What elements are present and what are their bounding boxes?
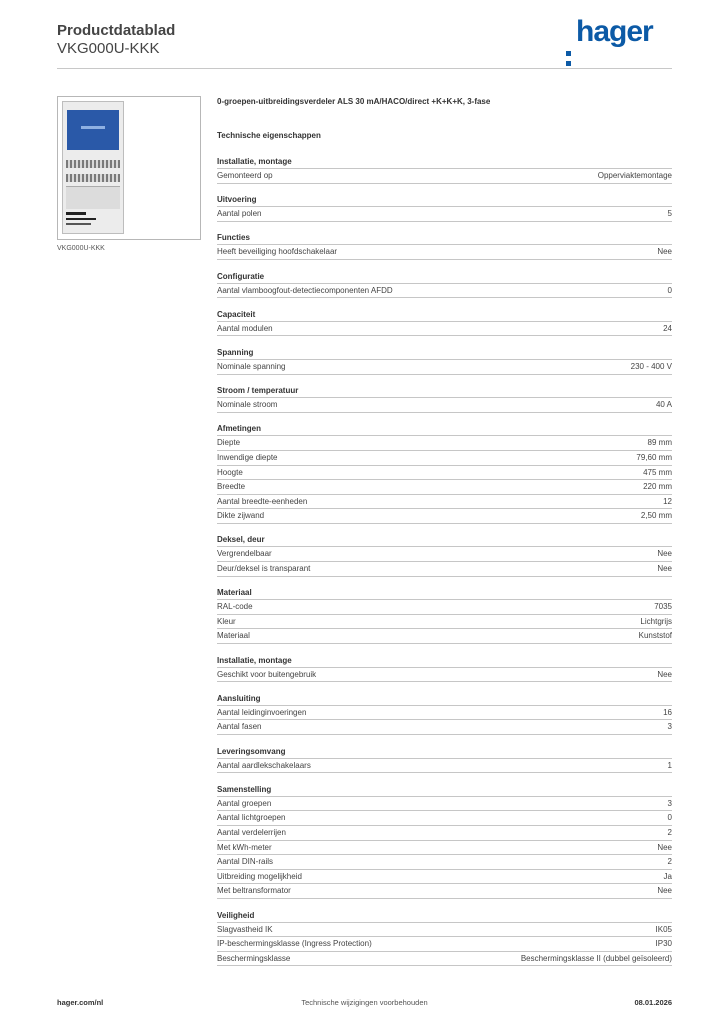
product-name: 0-groepen-uitbreidingsverdeler ALS 30 mA/HACO/direct +K+K+K, 3-fase	[217, 97, 491, 106]
spec-label: Aantal DIN-rails	[217, 857, 274, 867]
spec-value: 40 A	[655, 400, 672, 410]
spec-label: Met beltransformator	[217, 886, 291, 896]
spec-label: Heeft beveiliging hoofdschakelaar	[217, 247, 338, 257]
spec-group-title: Afmetingen	[217, 422, 672, 436]
spec-label: Nominale spanning	[217, 361, 286, 371]
product-image-caption: VKG000U-KKK	[57, 245, 105, 252]
spec-value: 2	[667, 857, 672, 867]
spec-row	[217, 923, 672, 938]
spec-group-title: Functies	[217, 231, 672, 245]
spec-group-title: Veiligheid	[217, 909, 672, 923]
spec-group-title: Materiaal	[217, 586, 672, 600]
spec-group-title: Installatie, montage	[217, 155, 672, 169]
footer-website[interactable]: hager.com/nl	[57, 998, 104, 1007]
spec-value: Beschermingsklasse II (dubbel geïsoleerd)	[520, 953, 672, 963]
spec-value: 1	[667, 760, 672, 770]
spec-row	[217, 615, 672, 630]
spec-row	[217, 284, 672, 299]
header-divider	[57, 68, 672, 69]
spec-value: Ja	[663, 871, 672, 881]
spec-value: 16	[663, 707, 672, 717]
spec-row	[217, 398, 672, 413]
spec-groups	[217, 155, 672, 966]
spec-label: Nominale stroom	[217, 400, 278, 410]
spec-value: 0	[667, 813, 672, 823]
spec-group-title: Deksel, deur	[217, 533, 672, 547]
spec-row	[217, 668, 672, 683]
spec-row	[217, 480, 672, 495]
spec-label: Breedte	[217, 482, 246, 492]
spec-value: 79,60 mm	[636, 452, 672, 462]
spec-value: 12	[663, 496, 672, 506]
spec-value: Nee	[657, 886, 672, 896]
spec-value: 24	[663, 323, 672, 333]
spec-group-title: Configuratie	[217, 270, 672, 284]
footer-date: 08.01.2026	[634, 998, 672, 1007]
spec-value: 2	[667, 827, 672, 837]
distribution-board-icon	[62, 101, 124, 234]
page-header	[57, 22, 175, 58]
spec-label: Aantal lichtgroepen	[217, 813, 286, 823]
spec-row	[217, 245, 672, 260]
spec-label: IP-beschermingsklasse (Ingress Protection)	[217, 939, 372, 949]
page-title: Productdatablad	[57, 22, 176, 39]
spec-row	[217, 855, 672, 870]
spec-row	[217, 169, 672, 184]
spec-value: Nee	[657, 669, 672, 679]
footer-disclaimer: Technische wijzigingen voorbehouden	[301, 998, 428, 1007]
spec-label: Aantal leidinginvoeringen	[217, 707, 307, 717]
spec-label: Dikte zijwand	[217, 511, 265, 521]
spec-label: Aantal groepen	[217, 798, 272, 808]
spec-value: 2,50 mm	[640, 511, 672, 521]
spec-group-title: Aansluiting	[217, 692, 672, 706]
spec-value: 3	[667, 798, 672, 808]
spec-label: Inwendige diepte	[217, 452, 278, 462]
spec-row	[217, 884, 672, 899]
spec-row	[217, 629, 672, 644]
spec-row	[217, 360, 672, 375]
spec-row	[217, 797, 672, 812]
spec-label: Aantal breedte-eenheden	[217, 496, 308, 506]
hager-logo	[566, 14, 653, 50]
spec-row	[217, 952, 672, 967]
spec-label: Vergrendelbaar	[217, 549, 272, 559]
spec-label: Aantal aardlekschakelaars	[217, 760, 311, 770]
spec-value: 220 mm	[643, 482, 672, 492]
spec-label: Gemonteerd op	[217, 171, 273, 180]
spec-label: RAL-code	[217, 602, 253, 612]
product-image	[57, 96, 201, 240]
spec-group-title: Leveringsomvang	[217, 745, 672, 759]
spec-row	[217, 811, 672, 826]
spec-label: Aantal vlamboogfout-detectiecomponenten AFDD	[217, 285, 393, 295]
spec-label: Geschikt voor buitengebruik	[217, 669, 317, 679]
spec-value: 0	[667, 285, 672, 295]
spec-value: 89 mm	[647, 438, 672, 448]
logo-text: hager	[576, 15, 653, 48]
spec-row	[217, 937, 672, 952]
spec-row	[217, 322, 672, 337]
spec-label: Materiaal	[217, 631, 250, 641]
spec-row	[217, 720, 672, 735]
spec-value: Opperviaktemontage	[597, 171, 672, 180]
spec-value: IK05	[655, 924, 672, 934]
product-code: VKG000U-KKK	[57, 40, 160, 57]
spec-value: 7035	[654, 602, 672, 612]
spec-label: Aantal modulen	[217, 323, 273, 333]
spec-row	[217, 870, 672, 885]
spec-label: Diepte	[217, 438, 241, 448]
spec-row	[217, 436, 672, 451]
spec-label: Beschermingsklasse	[217, 953, 291, 963]
spec-label: Slagvastheid IK	[217, 924, 273, 934]
spec-value: IP30	[655, 939, 672, 949]
spec-value: Lichtgrijs	[640, 616, 672, 626]
spec-label: Aantal polen	[217, 209, 262, 219]
spec-row	[217, 706, 672, 721]
spec-row	[217, 826, 672, 841]
spec-row	[217, 207, 672, 222]
spec-label: Aantal fasen	[217, 722, 262, 732]
spec-label: Aantal verdelerrijen	[217, 827, 286, 837]
spec-row	[217, 759, 672, 774]
spec-value: Nee	[657, 549, 672, 559]
spec-row	[217, 562, 672, 577]
spec-row	[217, 466, 672, 481]
spec-label: Met kWh-meter	[217, 842, 272, 852]
spec-value: 475 mm	[643, 467, 672, 477]
spec-value: 230 - 400 V	[630, 361, 672, 371]
spec-value: Nee	[657, 842, 672, 852]
section-title: Technische eigenschappen	[217, 131, 321, 140]
spec-group-title: Capaciteit	[217, 308, 672, 322]
spec-label: Kleur	[217, 616, 236, 626]
spec-group-title: Uitvoering	[217, 193, 672, 207]
spec-group-title: Stroom / temperatuur	[217, 384, 672, 398]
spec-group-title: Installatie, montage	[217, 654, 672, 668]
spec-row	[217, 451, 672, 466]
spec-row	[217, 509, 672, 524]
spec-value: Kunststof	[638, 631, 672, 641]
spec-value: 5	[667, 209, 672, 219]
spec-group-title: Samenstelling	[217, 783, 672, 797]
spec-label: Deur/deksel is transparant	[217, 564, 311, 574]
spec-row	[217, 600, 672, 615]
spec-row	[217, 495, 672, 510]
spec-content	[217, 96, 672, 966]
spec-row	[217, 841, 672, 856]
spec-row	[217, 547, 672, 562]
spec-label: Hoogte	[217, 467, 243, 477]
page-footer	[57, 998, 672, 1010]
spec-value: Nee	[657, 247, 672, 257]
spec-value: Nee	[657, 564, 672, 574]
spec-group-title: Spanning	[217, 346, 672, 360]
spec-label: Uitbreiding mogelijkheid	[217, 871, 302, 881]
spec-value: 3	[667, 722, 672, 732]
